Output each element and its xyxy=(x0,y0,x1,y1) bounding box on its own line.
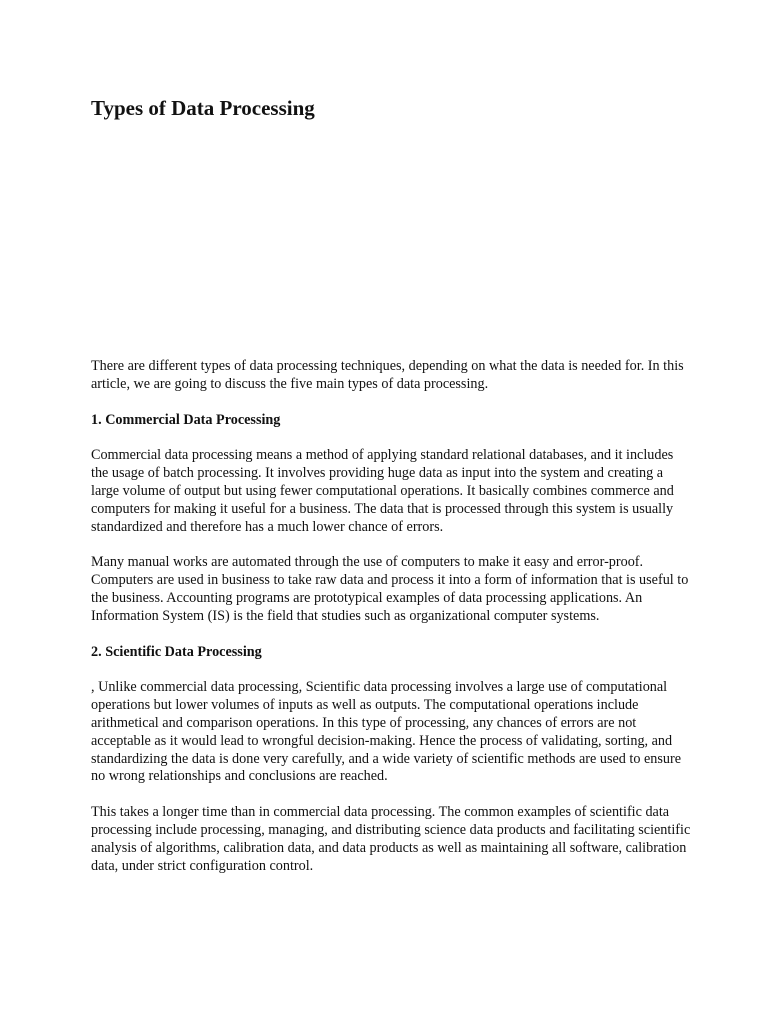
intro-paragraph: There are different types of data processing techniques, depending on what the data is needed for. In this article, we are going to discuss the five main types of data processing. xyxy=(91,358,684,392)
section-heading-commercial: 1. Commercial Data Processing xyxy=(91,411,281,428)
document-body xyxy=(91,358,691,893)
scientific-paragraph-2: This takes a longer time than in commercial data processing. The common examples of scientific data processing include processing, managing, and distributing science data products and facilitating scientific analysis of algorithms, calibration data, and data products as well as maintaining all software, calibration data, under strict configuration control. xyxy=(91,804,691,874)
commercial-paragraph-1: Commercial data processing means a method of applying standard relational databases, and it includes the usage of batch processing. It involves providing huge data as input into the system and creating a large volume of output but using fewer computational operations. It basically combines commerce and computers for making it useful for a business. The data that is processed through this system is usually standardized and therefore has a much lower chance of errors. xyxy=(91,447,674,535)
section-heading-scientific: 2. Scientific Data Processing xyxy=(91,643,262,660)
document-title: Types of Data Processing xyxy=(91,96,315,120)
commercial-paragraph-2: Many manual works are automated through the use of computers to make it easy and error-proof. Computers are used in business to take raw data and process it into a form of information that is useful to the business. Accounting programs are prototypical examples of data processing applications. An Information System (IS) is the field that studies such as organizational computer systems. xyxy=(91,554,689,624)
scientific-paragraph-1: , Unlike commercial data processing, Scientific data processing involves a large use of computational operations but lower volumes of inputs as well as outputs. The computational operations include arithmetical and comparison operations. In this type of processing, any chances of errors are not acceptable as it would lead to wrongful decision-making. Hence the process of validating, sorting, and standardizing the data is done very carefully, and a wide variety of scientific methods are used to ensure no wrong relationships and conclusions are reached. xyxy=(91,679,682,785)
